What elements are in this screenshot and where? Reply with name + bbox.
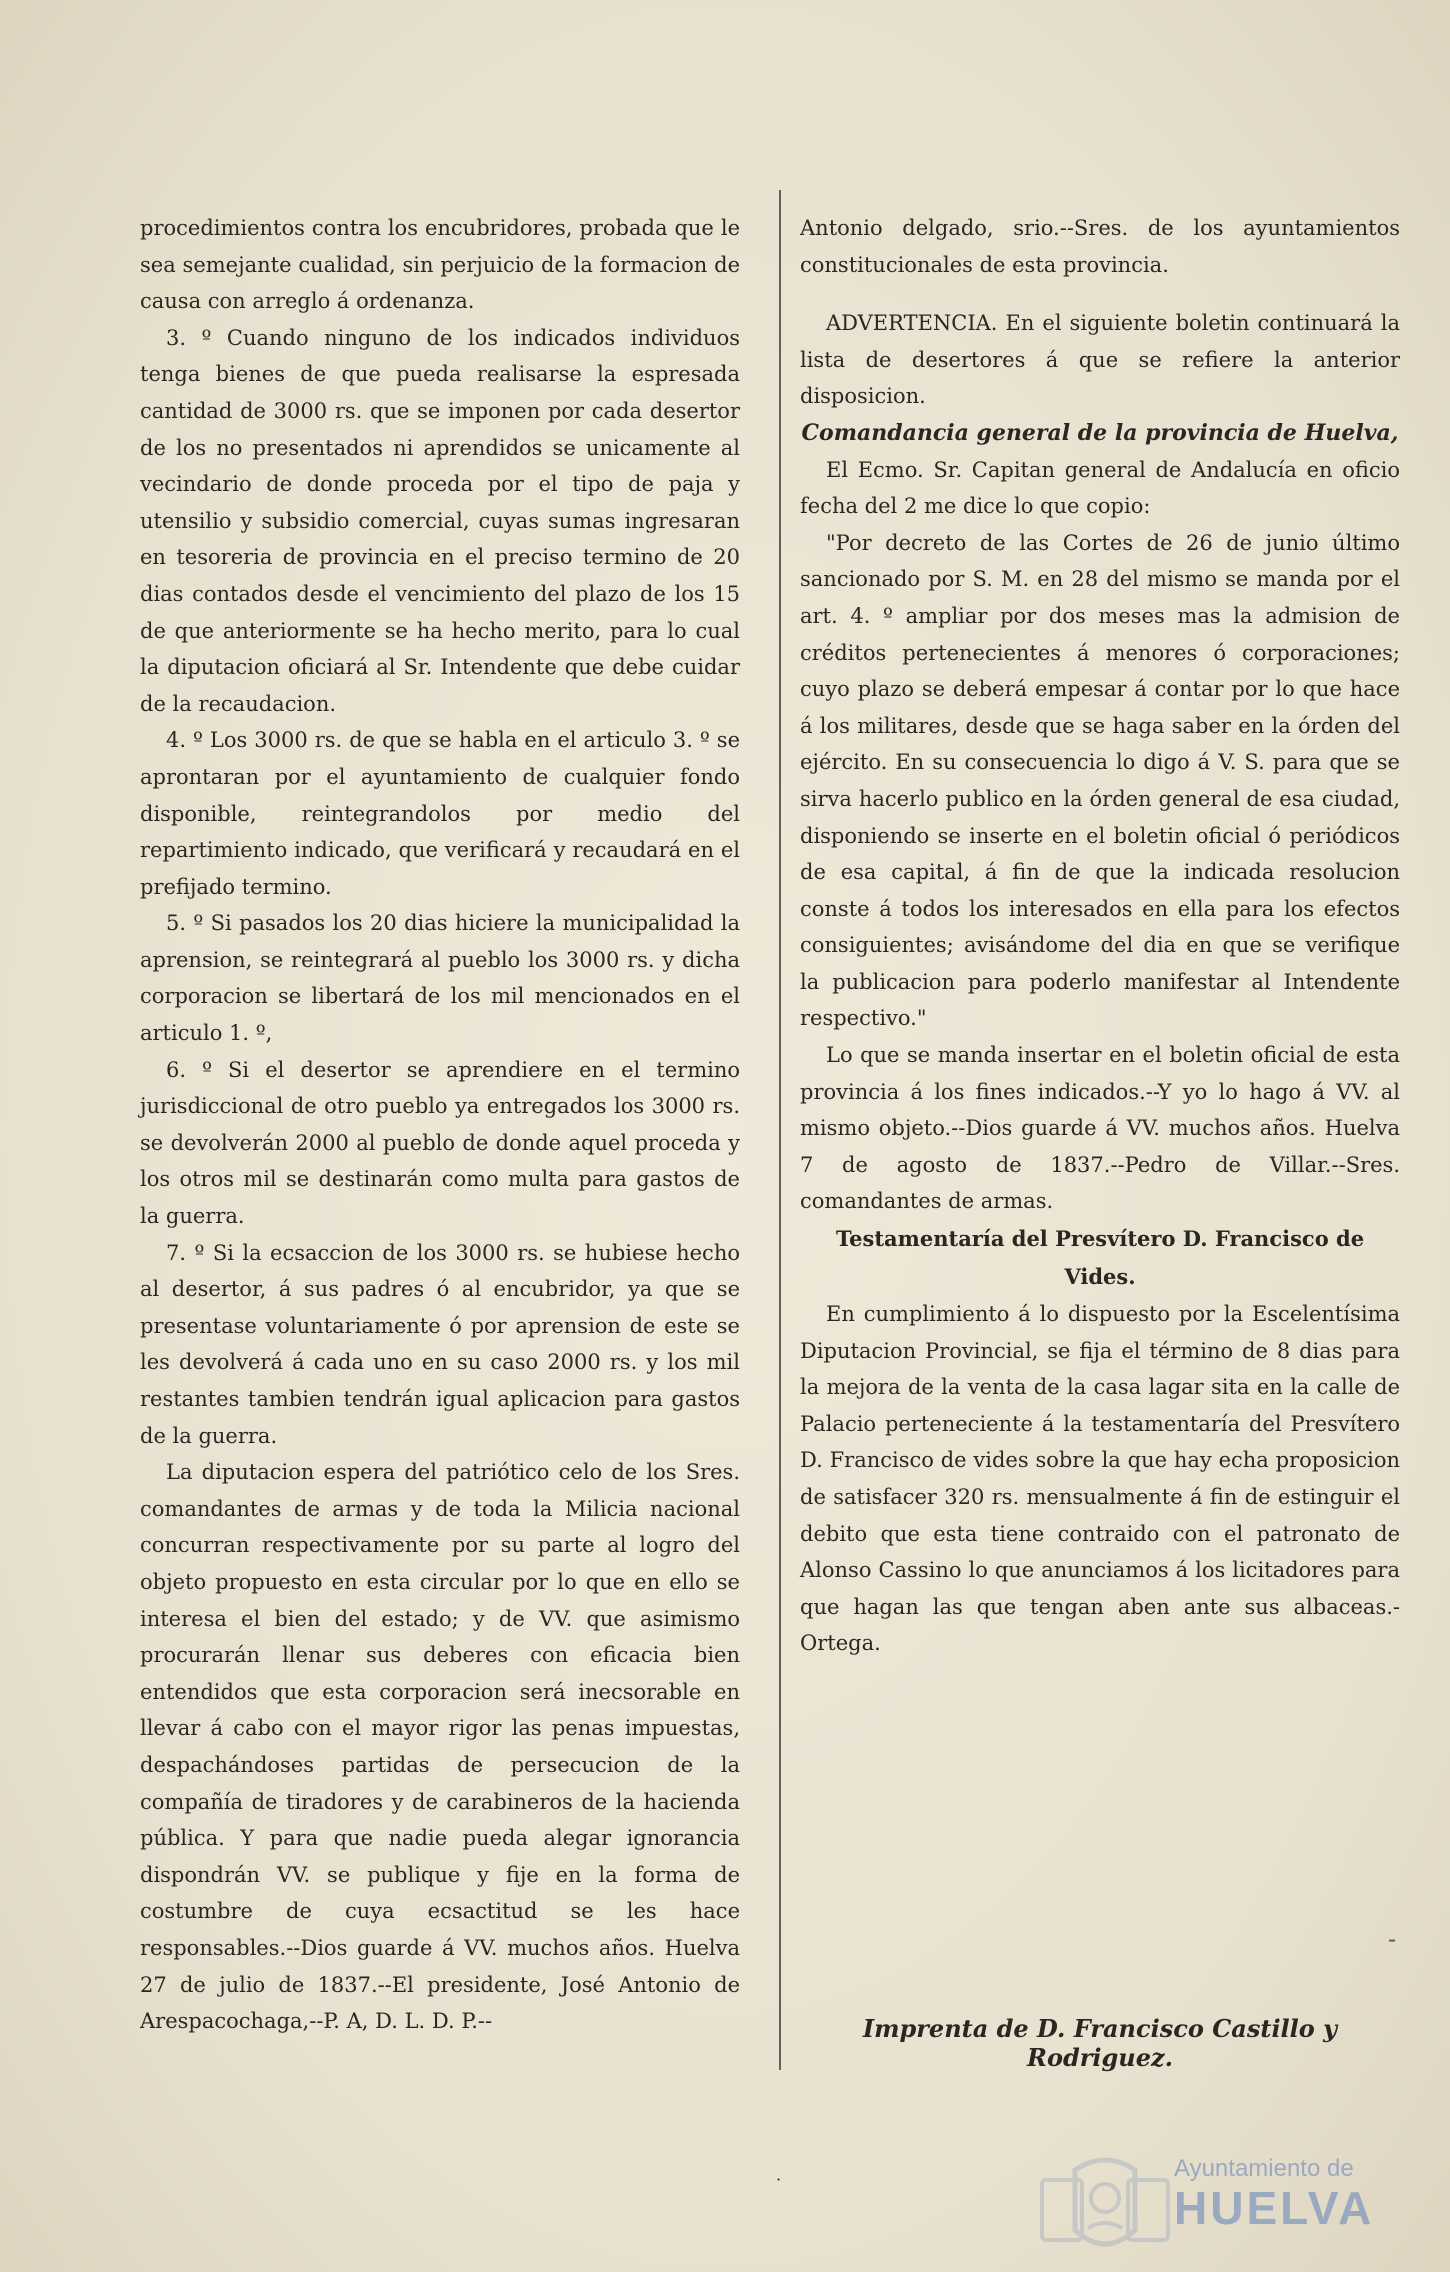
left-paragraph-1: procedimientos contra los encubridores, probada que le sea semejante cualidad, sin perjuicio de la formacion de causa con arreglo á ordenanza. bbox=[140, 216, 740, 314]
left-paragraph-article-3: 3. º Cuando ninguno de los indicados individuos tenga bienes de que pueda realisarse la espresada cantidad de 3000 rs. que se imponen por cada desertor de los no presentados ni aprendidos se unicamente al vecindario de donde proceda por el tipo de paja y utensilio y subsidio comercial, cuyas sumas ingresaran en tesoreria de provincia en el preciso termino de 20 dias contados desde el vencimiento del plazo de los 15 de que anteriormente se ha hecho merito, para lo cual la diputacion oficiará al Sr. Intendente que debe cuidar de la recaudacion. bbox=[140, 325, 740, 716]
watermark-line-1: Ayuntamiento de bbox=[1174, 2155, 1354, 2182]
watermark-line-2: HUELVA bbox=[1174, 2182, 1375, 2234]
advertencia-paragraph: ADVERTENCIA. En el siguiente boletin continuará la lista de desertores á que se refiere la anterior disposicion. bbox=[800, 311, 1400, 409]
comandancia-heading: Comandancia general de la provincia de Huelva, bbox=[801, 419, 1399, 446]
comandancia-paragraph-closing: Lo que se manda insertar en el boletin oficial de esta provincia á los fines indicados.--Y yo lo hago á VV. al mismo objeto.--Dios guarde á VV. muchos años. Huelva 7 de agosto de 1837.--Pedro de Villar.--Sres. comandantes de armas. bbox=[800, 1043, 1400, 1214]
left-paragraph-article-7: 7. º Si la ecsaccion de los 3000 rs. se hubiese hecho al desertor, á sus padres ó al encubridor, ya que se presentase voluntariamente ó por aprension de este se les devolverá á cada uno en su caso 2000 rs. y los mil restantes tambien tendrán igual aplicacion para gastos de la guerra. bbox=[140, 1240, 740, 1448]
comandancia-paragraph-quote: "Por decreto de las Cortes de 26 de junio último sancionado por S. M. en 28 del mismo se manda por el art. 4. º ampliar por dos meses mas la admision de créditos pertenecientes á menores ó corporaciones; cuyo plazo se deberá empesar á contar por lo que hace á los militares, desde que se haga saber en la órden del ejército. En su consecuencia lo digo á V. S. para que se sirva hacerlo publico en la órden general de esa ciudad, disponiendo se inserte en el boletin oficial ó periódicos de esa capital, á fin de que la indicada resolucion conste á todos los interesados en ella para los efectos consiguientes; avisándome del dia en que se verifique la publicacion para poderlo manifestar al Intendente respectivo." bbox=[800, 530, 1400, 1031]
city-coat-of-arms-icon bbox=[1030, 2150, 1180, 2262]
testamentaria-paragraph: En cumplimiento á lo dispuesto por la Escelentísima Diputacion Provincial, se fija el término de 8 dias para la mejora de la venta de la casa lagar sita en la calle de Palacio perteneciente á la testamentaría del Presvítero D. Francisco de vides sobre la que hay echa proposicion de satisfacer 320 rs. mensualmente á fin de estinguir el debito que esta tiene contraido con el patronato de Alonso Cassino lo que anunciamos á los licitadores para que hagan las que tengan aben ante sus albaceas.-Ortega. bbox=[800, 1302, 1400, 1656]
testamentaria-heading: Testamentaría del Presvítero D. Francisco de Vides. bbox=[835, 1226, 1365, 1290]
column-divider bbox=[779, 190, 781, 2070]
left-paragraph-article-4: 4. º Los 3000 rs. de que se habla en el articulo 3. º se aprontaran por el ayuntamiento de cualquier fondo disponible, reintegrandolos por medio del repartimiento indicado, que verificará y recaudará en el prefijado termino. bbox=[140, 728, 740, 899]
comandancia-paragraph-1: El Ecmo. Sr. Capitan general de Andalucía en oficio fecha del 2 me dice lo que copio: bbox=[800, 457, 1400, 519]
left-paragraph-article-5: 5. º Si pasados los 20 dias hiciere la municipalidad la aprension, se reintegrará al pueblo los 3000 rs. y dicha corporacion se libertará de los mil mencionados en el articulo 1. º, bbox=[140, 911, 740, 1046]
archive-watermark bbox=[1174, 2155, 1419, 2233]
page-mark: · bbox=[776, 2170, 782, 2189]
imprenta-line: Imprenta de D. Francisco Castillo y Rodriguez. bbox=[862, 2014, 1338, 2072]
left-column bbox=[140, 210, 740, 2040]
left-paragraph-article-6: 6. º Si el desertor se aprendiere en el termino jurisdiccional de otro pueblo ya entregados los 3000 rs. se devolverán 2000 al pueblo de donde aquel proceda y los otros mil se destinarán como multa para gastos de la guerra. bbox=[140, 1057, 740, 1229]
left-paragraph-closing: La diputacion espera del patriótico celo de los Sres. comandantes de armas y de toda la Milicia nacional concurran respectivamente por su parte al logro del objeto propuesto en esta circular por lo que en ello se interesa el bien del estado; y de VV. que asimismo procurarán llenar sus deberes con eficacia bien entendidos que esta corporacion será inecsorable en llevar á cabo con el mayor rigor las penas impuestas, despachándoses partidas de persecucion de la compañía de tiradores y de carabineros de la hacienda pública. Y para que nadie pueda alegar ignorancia dispondrán VV. se publique y fije en la forma de costumbre de cuya ecsactitud se les hace responsables.--Dios guarde á VV. muchos años. Huelva 27 de julio de 1837.--El presidente, José Antonio de Arespacochaga,--P. A, D. L. D. P.-- bbox=[140, 1460, 740, 2034]
right-paragraph-signature: Antonio delgado, srio.--Sres. de los ayuntamientos constitucionales de esta provincia. bbox=[800, 216, 1400, 277]
margin-dash-mark: - bbox=[1388, 1925, 1397, 1953]
right-column bbox=[800, 210, 1400, 1662]
